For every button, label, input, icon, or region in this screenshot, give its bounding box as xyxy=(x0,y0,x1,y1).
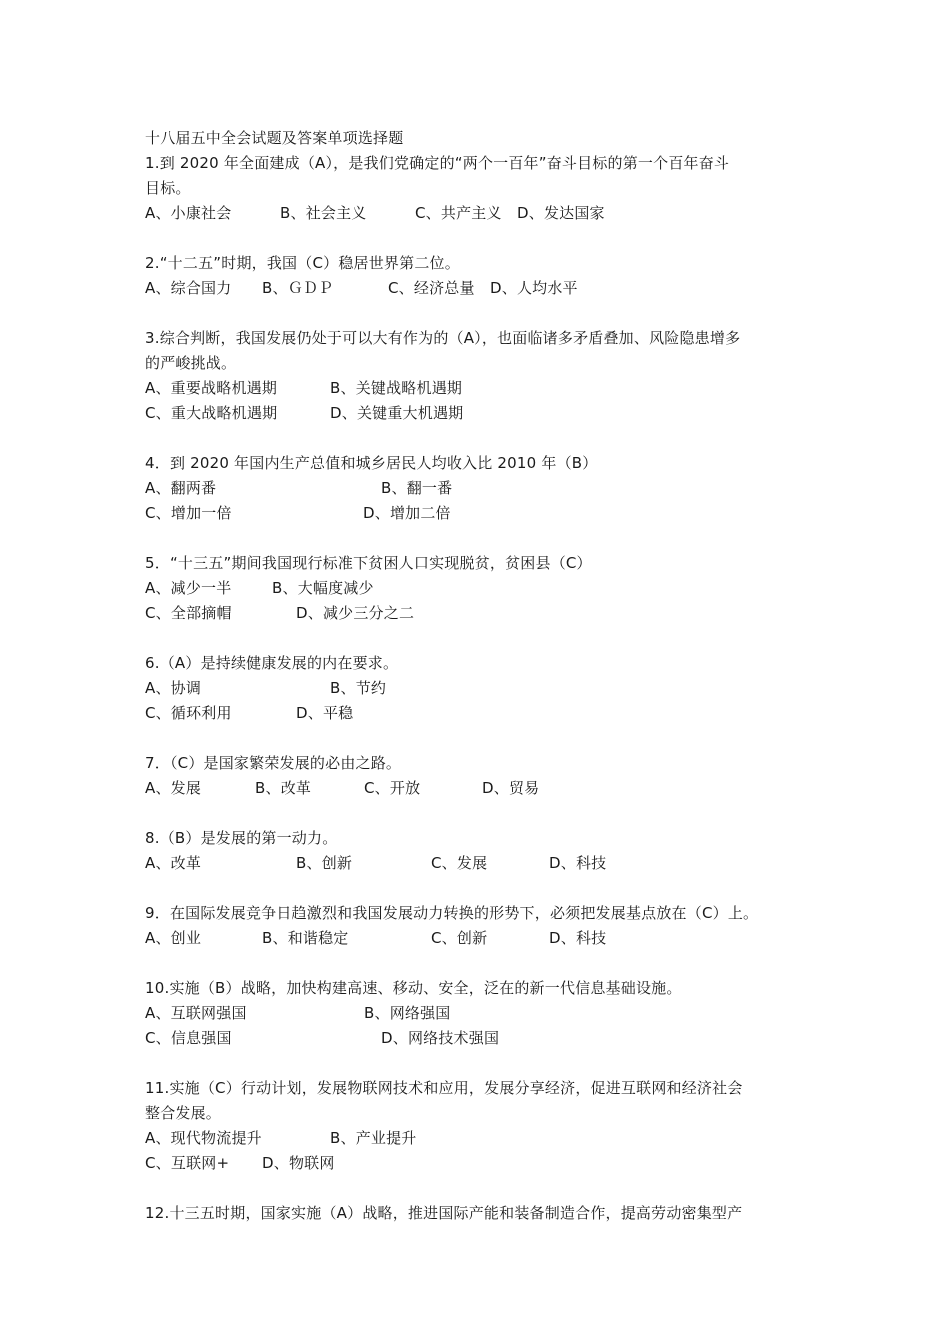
option-a: A、改革 xyxy=(145,854,202,872)
option-a: A、综合国力 xyxy=(145,279,232,297)
option-b: B、创新 xyxy=(296,854,353,872)
question-4 xyxy=(145,451,815,526)
option-d: D、物联网 xyxy=(262,1154,335,1172)
option-row xyxy=(145,376,815,401)
option-c: C、开放 xyxy=(364,779,421,797)
option-d: D、减少三分之二 xyxy=(296,604,415,622)
document-title: 十八届五中全会试题及答案单项选择题 xyxy=(145,129,404,147)
option-b: B、社会主义 xyxy=(280,204,367,222)
option-b: B、改革 xyxy=(255,779,312,797)
option-b: B、ＧＤＰ xyxy=(262,279,334,297)
option-a: A、现代物流提升 xyxy=(145,1129,262,1147)
option-row xyxy=(145,576,815,601)
option-row xyxy=(145,676,815,701)
option-b: B、翻一番 xyxy=(381,479,453,497)
option-c: C、发展 xyxy=(431,854,488,872)
question-text: 整合发展。 xyxy=(145,1104,222,1122)
option-b: B、和谐稳定 xyxy=(262,929,349,947)
question-3 xyxy=(145,326,815,426)
option-row xyxy=(145,276,815,301)
document-body xyxy=(145,126,815,1226)
option-a: A、重要战略机遇期 xyxy=(145,379,278,397)
option-d: D、增加二倍 xyxy=(363,504,451,522)
option-a: A、创业 xyxy=(145,929,202,947)
option-b: B、产业提升 xyxy=(330,1129,417,1147)
question-text: 9．在国际发展竞争日趋激烈和我国发展动力转换的形势下，必须把发展基点放在（C）上。 xyxy=(145,904,759,922)
option-d: D、网络技术强国 xyxy=(381,1029,500,1047)
option-row xyxy=(145,201,815,226)
question-10 xyxy=(145,976,815,1051)
option-row xyxy=(145,501,815,526)
option-d: D、关键重大机遇期 xyxy=(330,404,464,422)
option-d: D、人均水平 xyxy=(490,279,578,297)
question-11 xyxy=(145,1076,815,1176)
option-row xyxy=(145,601,815,626)
option-d: D、科技 xyxy=(549,929,607,947)
option-row xyxy=(145,401,815,426)
option-c: C、增加一倍 xyxy=(145,504,232,522)
option-row xyxy=(145,701,815,726)
question-text: 8.（B）是发展的第一动力。 xyxy=(145,829,338,847)
option-c: C、重大战略机遇期 xyxy=(145,404,278,422)
question-8 xyxy=(145,826,815,876)
question-6 xyxy=(145,651,815,726)
option-a: A、互联网强国 xyxy=(145,1004,247,1022)
question-text: 3.综合判断，我国发展仍处于可以大有作为的（A），也面临诸多矛盾叠加、风险隐患增多 xyxy=(145,329,741,347)
option-a: A、协调 xyxy=(145,679,202,697)
option-d: D、科技 xyxy=(549,854,607,872)
option-row xyxy=(145,1026,815,1051)
option-c: C、全部摘帽 xyxy=(145,604,232,622)
option-row xyxy=(145,1001,815,1026)
option-c: C、循环利用 xyxy=(145,704,232,722)
option-c: C、互联网+ xyxy=(145,1154,230,1172)
option-d: D、发达国家 xyxy=(517,204,605,222)
question-text: 目标。 xyxy=(145,179,191,197)
option-row xyxy=(145,1126,815,1151)
option-row xyxy=(145,926,815,951)
question-7 xyxy=(145,751,815,801)
option-d: D、贸易 xyxy=(482,779,540,797)
option-c: C、共产主义 xyxy=(415,204,502,222)
option-row xyxy=(145,851,815,876)
option-c: C、信息强国 xyxy=(145,1029,232,1047)
option-d: D、平稳 xyxy=(296,704,354,722)
question-text: 4．到 2020 年国内生产总值和城乡居民人均收入比 2010 年（B） xyxy=(145,454,598,472)
option-a: A、减少一半 xyxy=(145,579,232,597)
option-a: A、翻两番 xyxy=(145,479,217,497)
question-text: 2.“十二五”时期，我国（C）稳居世界第二位。 xyxy=(145,254,460,272)
question-text: 5．“十三五”期间我国现行标准下贫困人口实现脱贫，贫困县（C） xyxy=(145,554,592,572)
question-5 xyxy=(145,551,815,626)
option-b: B、关键战略机遇期 xyxy=(330,379,463,397)
question-text: 7．（C）是国家繁荣发展的必由之路。 xyxy=(145,754,402,772)
option-c: C、经济总量 xyxy=(388,279,475,297)
option-c: C、创新 xyxy=(431,929,488,947)
question-text: 1.到 2020 年全面建成（A），是我们党确定的“两个一百年”奋斗目标的第一个百年奋斗 xyxy=(145,154,730,172)
option-row xyxy=(145,776,815,801)
question-2 xyxy=(145,251,815,301)
question-12 xyxy=(145,1201,815,1226)
question-9 xyxy=(145,901,815,951)
question-text: 12.十三五时期，国家实施（A）战略，推进国际产能和装备制造合作，提高劳动密集型产 xyxy=(145,1204,743,1222)
option-row xyxy=(145,476,815,501)
option-a: A、小康社会 xyxy=(145,204,232,222)
question-text: 的严峻挑战。 xyxy=(145,354,237,372)
question-text: 11.实施（C）行动计划，发展物联网技术和应用，发展分享经济，促进互联网和经济社会 xyxy=(145,1079,743,1097)
option-a: A、发展 xyxy=(145,779,202,797)
question-1 xyxy=(145,151,815,226)
question-text: 6.（A）是持续健康发展的内在要求。 xyxy=(145,654,399,672)
option-b: B、网络强国 xyxy=(364,1004,451,1022)
option-b: B、大幅度减少 xyxy=(272,579,374,597)
option-b: B、节约 xyxy=(330,679,387,697)
question-text: 10.实施（B）战略，加快构建高速、移动、安全，泛在的新一代信息基础设施。 xyxy=(145,979,682,997)
option-row xyxy=(145,1151,815,1176)
